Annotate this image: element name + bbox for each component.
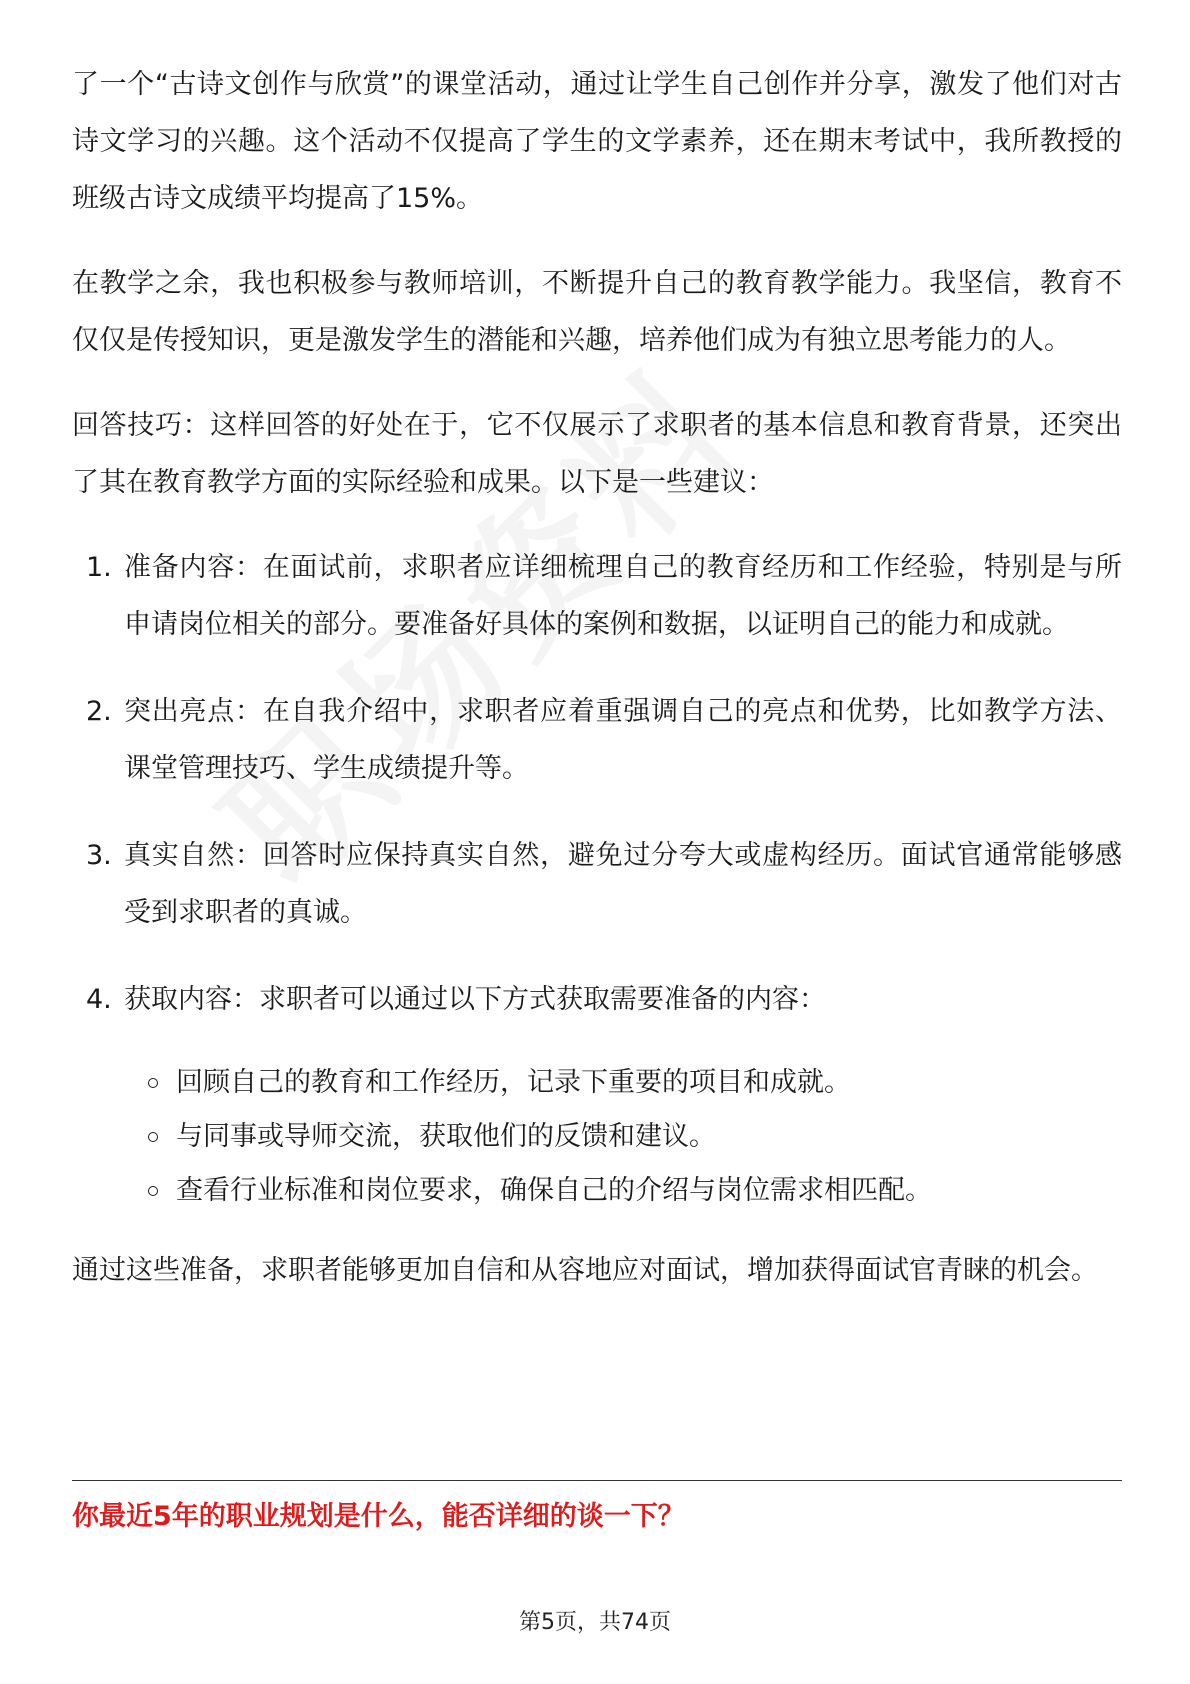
page-number-footer: 第5页，共74页 bbox=[519, 1610, 671, 1635]
hollow-bullet-icon bbox=[148, 1186, 158, 1196]
list-item bbox=[72, 539, 1122, 653]
sub-list-item bbox=[72, 1110, 1122, 1164]
list-item bbox=[72, 971, 1122, 1028]
sources-list bbox=[72, 1056, 1122, 1218]
list-item-number: 1. bbox=[86, 552, 112, 583]
tips-list bbox=[72, 539, 1122, 1028]
paragraph-activity: 了一个“古诗文创作与欣赏”的课堂活动，通过让学生自己创作并分享，激发了他们对古诗文学习的兴趣。这个活动不仅提高了学生的文学素养，还在期末考试中，我所教授的班级古诗文成绩平均提高了15%。 bbox=[72, 69, 1122, 214]
list-item-number: 2. bbox=[86, 696, 112, 727]
list-item bbox=[72, 827, 1122, 941]
sub-list-item-text: 回顾自己的教育和工作经历，记录下重要的项目和成就。 bbox=[176, 1067, 851, 1098]
list-item-number: 4. bbox=[86, 984, 112, 1015]
hollow-bullet-icon bbox=[148, 1078, 158, 1088]
sub-list-item-text: 查看行业标准和岗位要求，确保自己的介绍与岗位需求相匹配。 bbox=[176, 1175, 932, 1206]
paragraph-closing: 通过这些准备，求职者能够更加自信和从容地应对面试，增加获得面试官青睐的机会。 bbox=[72, 1255, 1098, 1286]
list-item-text: 真实自然：回答时应保持真实自然，避免过分夸大或虚构经历。面试官通常能够感受到求职者的真诚。 bbox=[124, 840, 1122, 928]
sub-list-item bbox=[72, 1056, 1122, 1110]
list-item bbox=[72, 683, 1122, 797]
list-item-number: 3. bbox=[86, 840, 112, 871]
section-divider bbox=[72, 1480, 1122, 1481]
list-item-text: 准备内容：在面试前，求职者应详细梳理自己的教育经历和工作经验，特别是与所申请岗位相关的部分。要准备好具体的案例和数据，以证明自己的能力和成就。 bbox=[124, 552, 1122, 640]
paragraph-tips-intro: 回答技巧：这样回答的好处在于，它不仅展示了求职者的基本信息和教育背景，还突出了其在教育教学方面的实际经验和成果。以下是一些建议： bbox=[72, 410, 1122, 498]
document-body bbox=[72, 56, 1122, 1299]
paragraph-training: 在教学之余，我也积极参与教师培训，不断提升自己的教育教学能力。我坚信，教育不仅仅是传授知识，更是激发学生的潜能和兴趣，培养他们成为有独立思考能力的人。 bbox=[72, 268, 1122, 356]
list-item-text: 突出亮点：在自我介绍中，求职者应着重强调自己的亮点和优势，比如教学方法、课堂管理技巧、学生成绩提升等。 bbox=[124, 696, 1122, 784]
list-item-text: 获取内容：求职者可以通过以下方式获取需要准备的内容： bbox=[124, 984, 826, 1015]
next-question-heading: 你最近5年的职业规划是什么，能否详细的谈一下？ bbox=[72, 1501, 685, 1532]
hollow-bullet-icon bbox=[148, 1132, 158, 1142]
sub-list-item-text: 与同事或导师交流，获取他们的反馈和建议。 bbox=[176, 1121, 716, 1152]
sub-list-item bbox=[72, 1164, 1122, 1218]
